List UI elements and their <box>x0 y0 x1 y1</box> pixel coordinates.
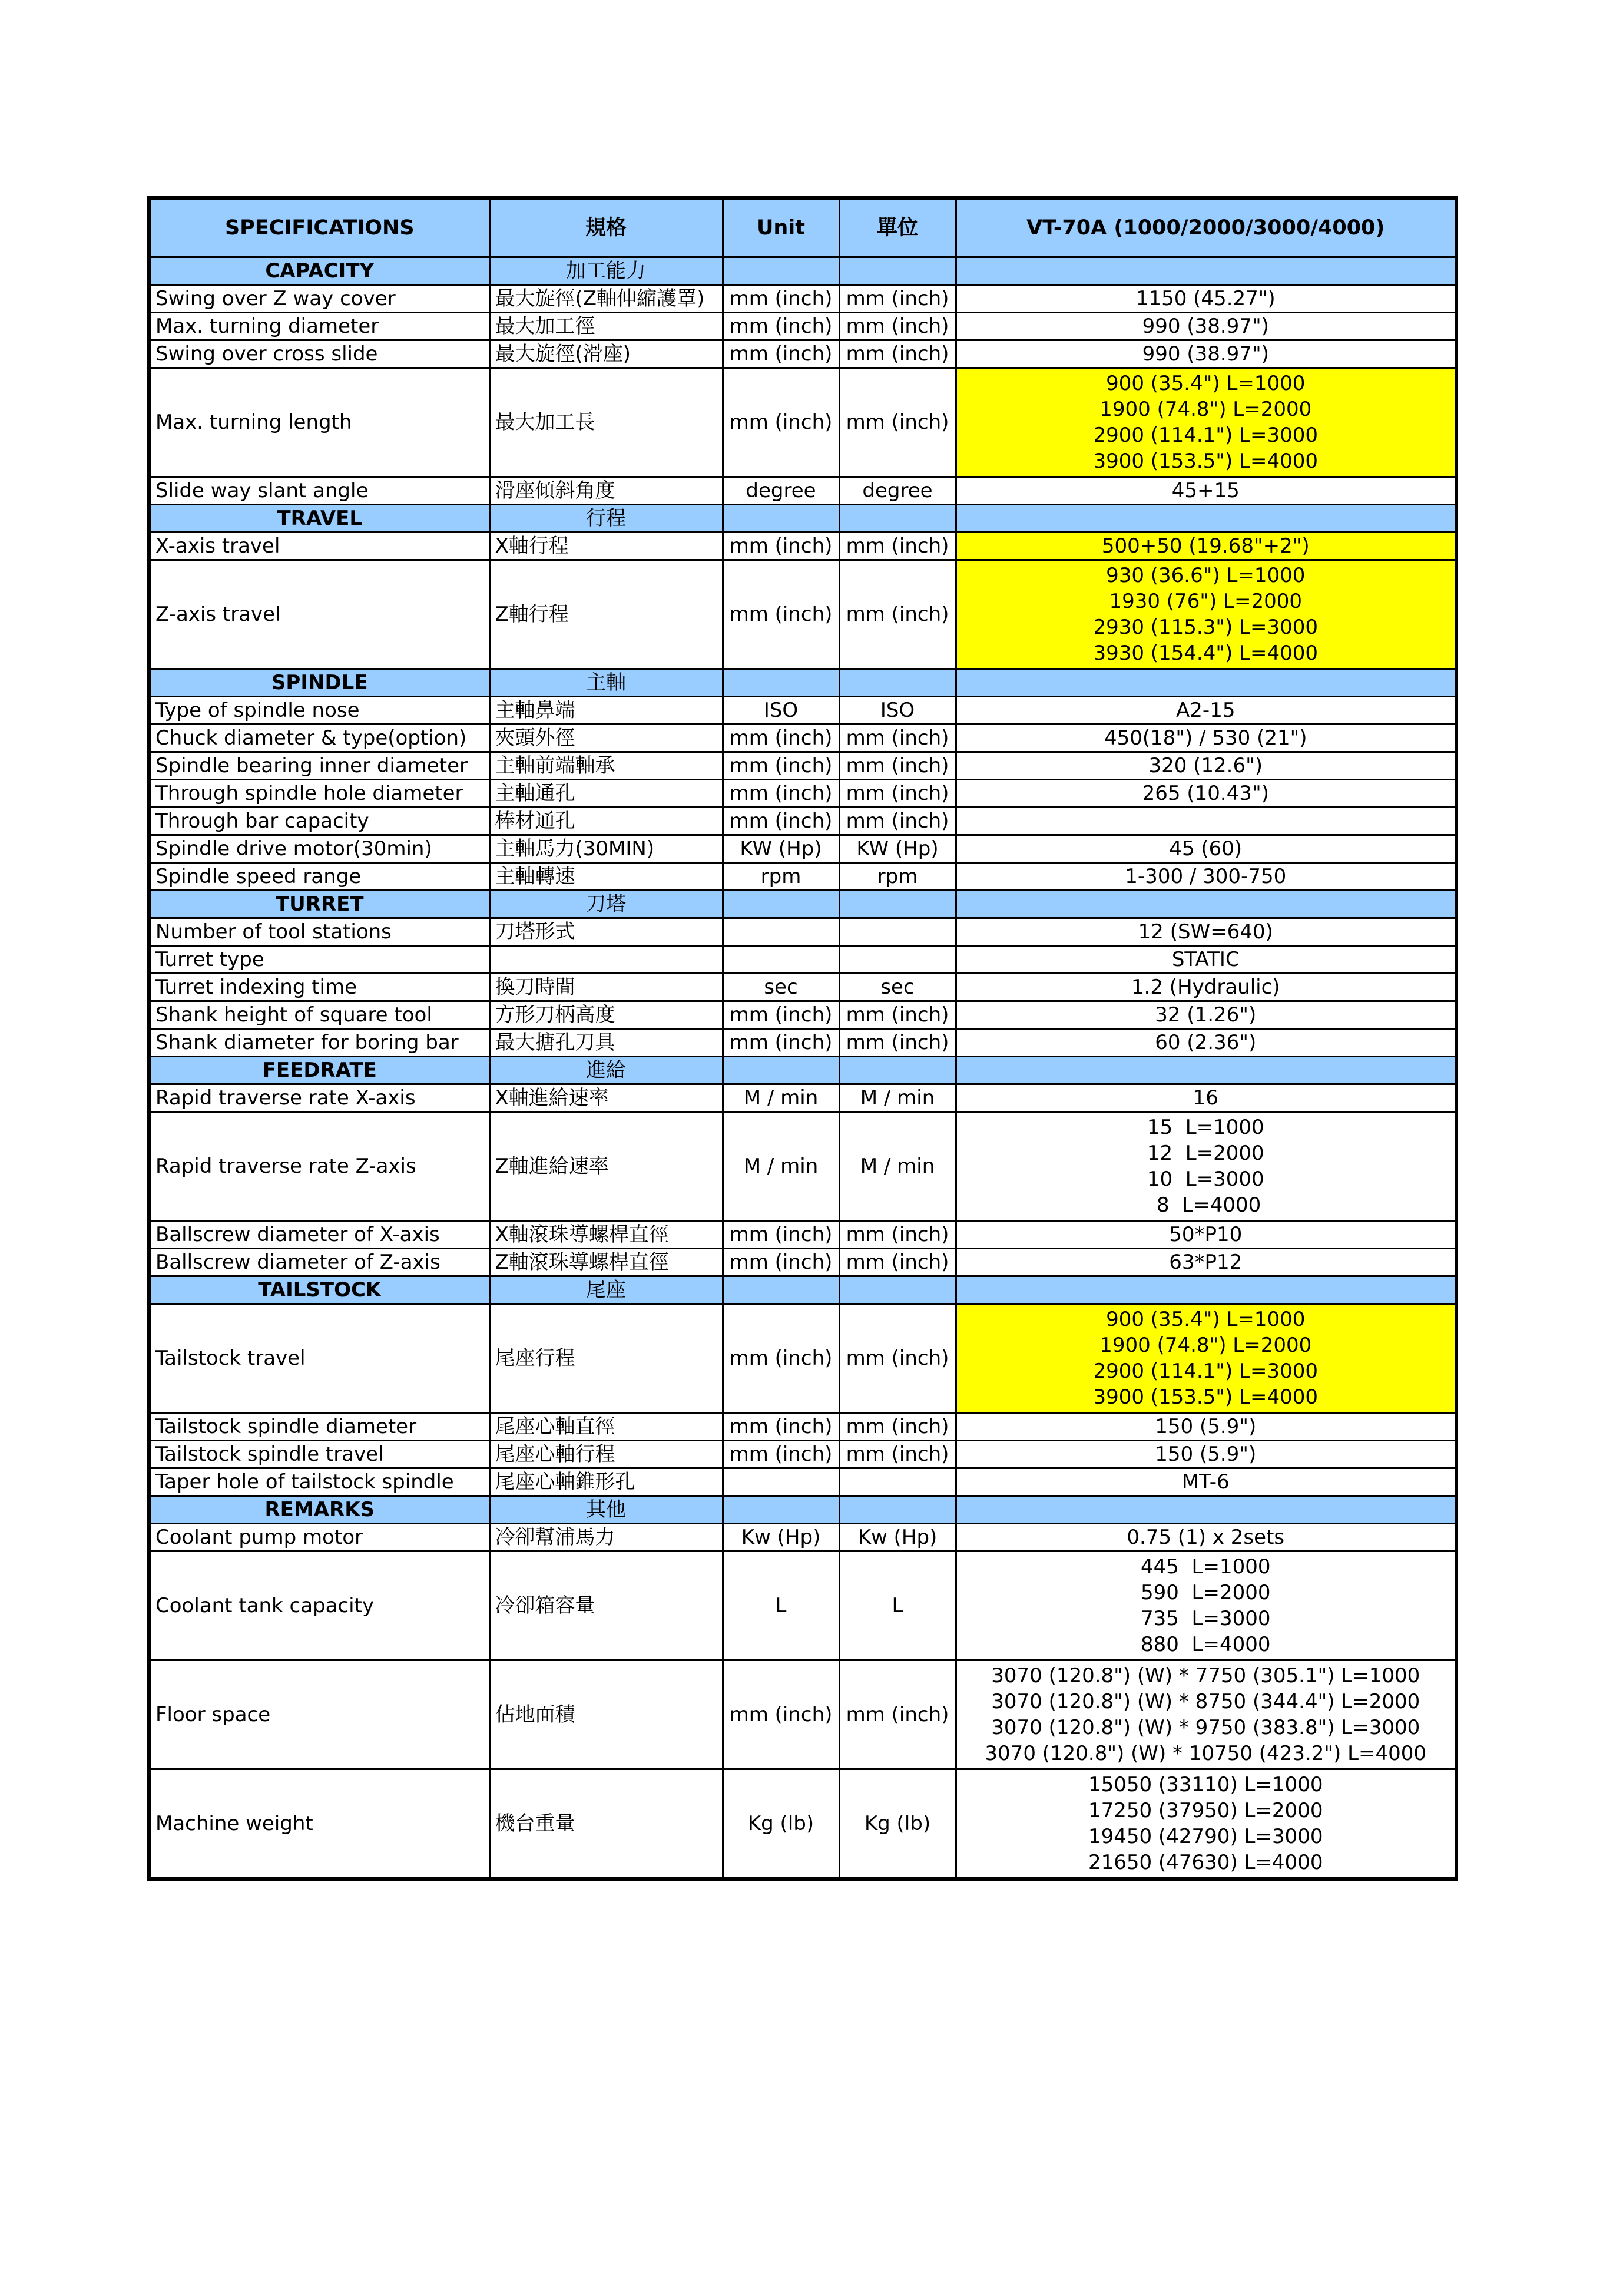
value-cell <box>956 1221 1456 1249</box>
value-cell <box>956 780 1456 808</box>
value-cell <box>956 1441 1456 1468</box>
unit-zh-cell: rpm <box>839 863 956 891</box>
value-cell <box>956 697 1456 724</box>
spec-label-zh <box>489 946 723 974</box>
section-value-cell <box>956 669 1456 697</box>
value-line: 50*P10 <box>1169 1223 1243 1246</box>
section-title: REMARKS <box>149 1496 489 1524</box>
spec-label: Slide way slant angle <box>149 477 489 505</box>
unit-zh-cell: mm (inch) <box>839 1001 956 1029</box>
value-cell-highlighted <box>956 368 1456 477</box>
value-line: 3070 (120.8") (W) * 8750 (344.4") L=2000 <box>991 1690 1420 1713</box>
section-unit-zh-cell <box>839 669 956 697</box>
value-line: 265 (10.43") <box>1142 782 1269 805</box>
unit-zh-cell: mm (inch) <box>839 560 956 669</box>
table-row <box>149 368 1456 477</box>
spec-table-body <box>149 198 1456 1879</box>
section-unit-zh-cell <box>839 505 956 532</box>
spec-label: Max. turning diameter <box>149 313 489 340</box>
value-line: 1900 (74.8") L=2000 <box>1099 1334 1312 1357</box>
table-row <box>149 560 1456 669</box>
table-row <box>149 1221 1456 1249</box>
spec-label-zh: X軸進給速率 <box>489 1084 723 1112</box>
section-title: TAILSTOCK <box>149 1276 489 1304</box>
value-line: STATIC <box>1171 948 1240 971</box>
section-value-cell <box>956 1276 1456 1304</box>
section-row <box>149 1057 1456 1084</box>
value-line: 500+50 (19.68"+2") <box>1101 534 1310 558</box>
value-cell-highlighted <box>956 1304 1456 1413</box>
section-value-cell <box>956 1057 1456 1084</box>
value-line: 3070 (120.8") (W) * 10750 (423.2") L=4000 <box>985 1742 1427 1765</box>
value-line: 32 (1.26") <box>1155 1003 1257 1027</box>
spec-label-zh: 尾座心軸直徑 <box>489 1413 723 1441</box>
spec-label: Ballscrew diameter of X-axis <box>149 1221 489 1249</box>
value-cell <box>956 835 1456 863</box>
unit-zh-cell: L <box>839 1551 956 1660</box>
unit-zh-cell: mm (inch) <box>839 1249 956 1276</box>
table-row <box>149 835 1456 863</box>
spec-label: Turret type <box>149 946 489 974</box>
unit-cell: mm (inch) <box>723 285 839 313</box>
value-cell <box>956 1551 1456 1660</box>
unit-zh-cell: KW (Hp) <box>839 835 956 863</box>
section-title-zh: 其他 <box>489 1496 723 1524</box>
unit-zh-cell: mm (inch) <box>839 752 956 780</box>
value-cell <box>956 1524 1456 1551</box>
spec-label: Through bar capacity <box>149 808 489 835</box>
table-row <box>149 946 1456 974</box>
table-row <box>149 313 1456 340</box>
spec-label: Through spindle hole diameter <box>149 780 489 808</box>
spec-label-zh: X軸滾珠導螺桿直徑 <box>489 1221 723 1249</box>
spec-label-zh: 夾頭外徑 <box>489 724 723 752</box>
section-title-zh: 尾座 <box>489 1276 723 1304</box>
value-line: 21650 (47630) L=4000 <box>1088 1851 1323 1874</box>
spec-label-zh: 最大旋徑(滑座) <box>489 340 723 368</box>
value-cell <box>956 946 1456 974</box>
section-unit-cell <box>723 1276 839 1304</box>
unit-cell: mm (inch) <box>723 368 839 477</box>
spec-label-zh: 方形刀柄高度 <box>489 1001 723 1029</box>
section-value-cell <box>956 505 1456 532</box>
value-cell-highlighted <box>956 560 1456 669</box>
section-unit-zh-cell <box>839 1276 956 1304</box>
section-row <box>149 257 1456 285</box>
unit-cell: mm (inch) <box>723 340 839 368</box>
spec-label: Z-axis travel <box>149 560 489 669</box>
table-row <box>149 1468 1456 1496</box>
value-line: 150 (5.9") <box>1155 1415 1257 1438</box>
spec-label-zh: 滑座傾斜角度 <box>489 477 723 505</box>
value-line: 3930 (154.4") L=4000 <box>1093 641 1319 665</box>
unit-zh-cell: mm (inch) <box>839 313 956 340</box>
spec-label: Rapid traverse rate X-axis <box>149 1084 489 1112</box>
spec-label-zh: Z軸滾珠導螺桿直徑 <box>489 1249 723 1276</box>
section-unit-zh-cell <box>839 891 956 918</box>
spec-label: Coolant pump motor <box>149 1524 489 1551</box>
value-cell <box>956 1112 1456 1221</box>
value-cell <box>956 974 1456 1001</box>
unit-zh-cell: mm (inch) <box>839 285 956 313</box>
unit-cell: mm (inch) <box>723 1304 839 1413</box>
value-line: 3900 (153.5") L=4000 <box>1093 449 1319 473</box>
spec-label-zh: 最大搪孔刀具 <box>489 1029 723 1057</box>
table-row <box>149 1660 1456 1769</box>
value-line: A2-15 <box>1176 699 1236 722</box>
section-title-zh: 主軸 <box>489 669 723 697</box>
spec-label: Spindle speed range <box>149 863 489 891</box>
spec-label: Rapid traverse rate Z-axis <box>149 1112 489 1221</box>
section-unit-zh-cell <box>839 1057 956 1084</box>
section-title: TRAVEL <box>149 505 489 532</box>
table-row <box>149 752 1456 780</box>
value-line: 45+15 <box>1171 479 1240 502</box>
value-cell <box>956 752 1456 780</box>
table-row <box>149 697 1456 724</box>
unit-zh-cell: mm (inch) <box>839 532 956 560</box>
value-line: 900 (35.4") L=1000 <box>1106 1308 1306 1331</box>
unit-cell: mm (inch) <box>723 1660 839 1769</box>
spec-label-zh: 最大加工長 <box>489 368 723 477</box>
value-line: 63*P12 <box>1169 1250 1243 1274</box>
value-line: 1900 (74.8") L=2000 <box>1099 398 1312 421</box>
value-line: 1-300 / 300-750 <box>1125 865 1287 888</box>
section-unit-cell <box>723 891 839 918</box>
unit-zh-cell: Kg (lb) <box>839 1769 956 1880</box>
unit-cell: rpm <box>723 863 839 891</box>
spec-label-zh: 主軸轉速 <box>489 863 723 891</box>
spec-label: Tailstock spindle diameter <box>149 1413 489 1441</box>
spec-label: Chuck diameter & type(option) <box>149 724 489 752</box>
unit-cell: mm (inch) <box>723 752 839 780</box>
table-row <box>149 1524 1456 1551</box>
spec-label-zh: 尾座心軸錐形孔 <box>489 1468 723 1496</box>
value-line: 1.2 (Hydraulic) <box>1131 975 1280 999</box>
unit-zh-cell: M / min <box>839 1084 956 1112</box>
value-line: MT-6 <box>1181 1470 1230 1494</box>
unit-cell: M / min <box>723 1084 839 1112</box>
table-row <box>149 808 1456 835</box>
spec-label-zh: 主軸通孔 <box>489 780 723 808</box>
unit-zh-cell: mm (inch) <box>839 780 956 808</box>
spec-label-zh: 佔地面積 <box>489 1660 723 1769</box>
unit-cell: mm (inch) <box>723 560 839 669</box>
unit-cell: mm (inch) <box>723 1249 839 1276</box>
table-row <box>149 1084 1456 1112</box>
table-row <box>149 1112 1456 1221</box>
spec-label-zh: 主軸前端軸承 <box>489 752 723 780</box>
unit-zh-cell: mm (inch) <box>839 1221 956 1249</box>
value-line: 0.75 (1) x 2sets <box>1127 1526 1285 1549</box>
value-line: 3070 (120.8") (W) * 7750 (305.1") L=1000 <box>991 1664 1420 1688</box>
unit-cell: mm (inch) <box>723 1441 839 1468</box>
unit-cell: M / min <box>723 1112 839 1221</box>
unit-cell <box>723 918 839 946</box>
value-line: 1150 (45.27") <box>1135 287 1276 310</box>
table-row <box>149 863 1456 891</box>
unit-zh-cell: mm (inch) <box>839 1441 956 1468</box>
unit-cell: Kg (lb) <box>723 1769 839 1880</box>
spec-label: Machine weight <box>149 1769 489 1880</box>
unit-cell: Kw (Hp) <box>723 1524 839 1551</box>
table-row <box>149 780 1456 808</box>
section-value-cell <box>956 257 1456 285</box>
value-line: 450(18") / 530 (21") <box>1104 726 1307 750</box>
spec-label: Type of spindle nose <box>149 697 489 724</box>
header-model: VT-70A (1000/2000/3000/4000) <box>956 198 1456 257</box>
spec-label-zh: Z軸行程 <box>489 560 723 669</box>
value-cell <box>956 863 1456 891</box>
section-title-zh: 刀塔 <box>489 891 723 918</box>
unit-zh-cell: mm (inch) <box>839 1304 956 1413</box>
section-unit-cell <box>723 1496 839 1524</box>
unit-cell <box>723 946 839 974</box>
section-title-zh: 進給 <box>489 1057 723 1084</box>
section-row <box>149 505 1456 532</box>
spec-label: Ballscrew diameter of Z-axis <box>149 1249 489 1276</box>
spec-label: Turret indexing time <box>149 974 489 1001</box>
unit-cell: mm (inch) <box>723 1413 839 1441</box>
spec-label: Spindle bearing inner diameter <box>149 752 489 780</box>
value-cell <box>956 340 1456 368</box>
table-row <box>149 974 1456 1001</box>
spec-label-zh: 刀塔形式 <box>489 918 723 946</box>
table-row <box>149 285 1456 313</box>
header-unit: Unit <box>723 198 839 257</box>
table-row <box>149 532 1456 560</box>
unit-zh-cell: degree <box>839 477 956 505</box>
unit-cell: KW (Hp) <box>723 835 839 863</box>
unit-zh-cell: ISO <box>839 697 956 724</box>
spec-label: Coolant tank capacity <box>149 1551 489 1660</box>
value-line: 150 (5.9") <box>1155 1443 1257 1466</box>
table-row <box>149 1001 1456 1029</box>
value-cell <box>956 1413 1456 1441</box>
value-cell <box>956 918 1456 946</box>
value-cell <box>956 1084 1456 1112</box>
table-row <box>149 1551 1456 1660</box>
table-row <box>149 1249 1456 1276</box>
value-cell <box>956 1769 1456 1880</box>
section-title: TURRET <box>149 891 489 918</box>
spec-label-zh: 機台重量 <box>489 1769 723 1880</box>
value-line: 2900 (114.1") L=3000 <box>1093 1359 1319 1383</box>
value-line: 735 L=3000 <box>1141 1607 1271 1630</box>
spec-label: Floor space <box>149 1660 489 1769</box>
unit-zh-cell: mm (inch) <box>839 368 956 477</box>
value-line: 17250 (37950) L=2000 <box>1088 1799 1323 1822</box>
unit-zh-cell: mm (inch) <box>839 340 956 368</box>
value-cell <box>956 1249 1456 1276</box>
section-title: CAPACITY <box>149 257 489 285</box>
value-line: 10 L=3000 <box>1147 1167 1264 1191</box>
value-line: 990 (38.97") <box>1142 342 1269 366</box>
spec-label: Tailstock travel <box>149 1304 489 1413</box>
spec-label-zh: 最大旋徑(Z軸伸縮護罩) <box>489 285 723 313</box>
unit-zh-cell <box>839 918 956 946</box>
section-unit-cell <box>723 505 839 532</box>
unit-cell: mm (inch) <box>723 313 839 340</box>
value-cell <box>956 477 1456 505</box>
section-row <box>149 669 1456 697</box>
value-cell <box>956 1029 1456 1057</box>
value-line: 16 <box>1193 1086 1218 1110</box>
value-line: 445 L=1000 <box>1141 1555 1271 1579</box>
value-line: 8 L=4000 <box>1150 1193 1261 1217</box>
value-cell <box>956 285 1456 313</box>
section-row <box>149 891 1456 918</box>
value-line: 930 (36.6") L=1000 <box>1106 564 1306 587</box>
spec-label-zh: 主軸鼻端 <box>489 697 723 724</box>
value-cell <box>956 1468 1456 1496</box>
unit-cell: mm (inch) <box>723 532 839 560</box>
table-row <box>149 1304 1456 1413</box>
table-row <box>149 1029 1456 1057</box>
unit-cell: mm (inch) <box>723 780 839 808</box>
value-line: 12 L=2000 <box>1147 1142 1264 1165</box>
value-line: 3900 (153.5") L=4000 <box>1093 1385 1319 1409</box>
table-row <box>149 340 1456 368</box>
unit-zh-cell: mm (inch) <box>839 724 956 752</box>
value-line: 3070 (120.8") (W) * 9750 (383.8") L=3000 <box>991 1716 1420 1739</box>
unit-cell: degree <box>723 477 839 505</box>
unit-cell: sec <box>723 974 839 1001</box>
unit-zh-cell: mm (inch) <box>839 808 956 835</box>
spec-label-zh: 主軸馬力(30MIN) <box>489 835 723 863</box>
spec-label-zh: X軸行程 <box>489 532 723 560</box>
spec-label: Taper hole of tailstock spindle <box>149 1468 489 1496</box>
unit-cell: mm (inch) <box>723 1029 839 1057</box>
section-value-cell <box>956 891 1456 918</box>
spec-label: Swing over Z way cover <box>149 285 489 313</box>
value-line: 60 (2.36") <box>1155 1031 1257 1054</box>
unit-cell: mm (inch) <box>723 724 839 752</box>
table-row <box>149 1441 1456 1468</box>
value-cell-highlighted <box>956 532 1456 560</box>
spec-label-zh: 尾座行程 <box>489 1304 723 1413</box>
spec-label-zh: 冷卻箱容量 <box>489 1551 723 1660</box>
value-line: 1930 (76") L=2000 <box>1109 590 1303 613</box>
spec-table <box>147 196 1458 1881</box>
table-row <box>149 724 1456 752</box>
unit-cell: mm (inch) <box>723 808 839 835</box>
value-cell <box>956 1001 1456 1029</box>
value-line: 2930 (115.3") L=3000 <box>1093 616 1319 639</box>
section-value-cell <box>956 1496 1456 1524</box>
value-line: 15 L=1000 <box>1147 1116 1264 1139</box>
value-line: 2900 (114.1") L=3000 <box>1093 424 1319 447</box>
spec-label-zh: 最大加工徑 <box>489 313 723 340</box>
spec-label: Shank diameter for boring bar <box>149 1029 489 1057</box>
unit-zh-cell: sec <box>839 974 956 1001</box>
spec-label: Swing over cross slide <box>149 340 489 368</box>
unit-zh-cell <box>839 946 956 974</box>
value-line: 900 (35.4") L=1000 <box>1106 372 1306 395</box>
section-unit-cell <box>723 1057 839 1084</box>
spec-label: Tailstock spindle travel <box>149 1441 489 1468</box>
value-line: 12 (SW=640) <box>1138 920 1273 944</box>
spec-label: Max. turning length <box>149 368 489 477</box>
unit-zh-cell: mm (inch) <box>839 1029 956 1057</box>
section-unit-zh-cell <box>839 1496 956 1524</box>
unit-cell: L <box>723 1551 839 1660</box>
header-row <box>149 198 1456 257</box>
spec-label-zh: 尾座心軸行程 <box>489 1441 723 1468</box>
unit-cell: mm (inch) <box>723 1221 839 1249</box>
spec-label: Number of tool stations <box>149 918 489 946</box>
section-unit-zh-cell <box>839 257 956 285</box>
unit-cell: ISO <box>723 697 839 724</box>
section-title-zh: 行程 <box>489 505 723 532</box>
unit-zh-cell: M / min <box>839 1112 956 1221</box>
value-line: 320 (12.6") <box>1148 754 1263 778</box>
unit-zh-cell: mm (inch) <box>839 1660 956 1769</box>
spec-label-zh: 冷卻幫浦馬力 <box>489 1524 723 1551</box>
value-line: 990 (38.97") <box>1142 315 1269 338</box>
spec-label-zh: 換刀時間 <box>489 974 723 1001</box>
unit-zh-cell <box>839 1468 956 1496</box>
table-row <box>149 918 1456 946</box>
unit-zh-cell: Kw (Hp) <box>839 1524 956 1551</box>
spec-label: Shank height of square tool <box>149 1001 489 1029</box>
unit-cell: mm (inch) <box>723 1001 839 1029</box>
spec-label-zh: 棒材通孔 <box>489 808 723 835</box>
section-row <box>149 1496 1456 1524</box>
section-title: SPINDLE <box>149 669 489 697</box>
section-unit-cell <box>723 257 839 285</box>
value-cell <box>956 313 1456 340</box>
spec-label-zh: Z軸進給速率 <box>489 1112 723 1221</box>
unit-cell <box>723 1468 839 1496</box>
value-line: 45 (60) <box>1169 837 1243 861</box>
value-cell <box>956 724 1456 752</box>
value-line: 15050 (33110) L=1000 <box>1088 1773 1323 1797</box>
value-line: 880 L=4000 <box>1141 1633 1271 1656</box>
value-cell <box>956 808 1456 835</box>
value-line: 19450 (42790) L=3000 <box>1088 1825 1323 1848</box>
table-row <box>149 1413 1456 1441</box>
value-line: 590 L=2000 <box>1141 1581 1271 1604</box>
header-unit-zh: 單位 <box>839 198 956 257</box>
spec-label: X-axis travel <box>149 532 489 560</box>
spec-label: Spindle drive motor(30min) <box>149 835 489 863</box>
value-cell <box>956 1660 1456 1769</box>
header-specifications-zh: 規格 <box>489 198 723 257</box>
section-unit-cell <box>723 669 839 697</box>
header-specifications: SPECIFICATIONS <box>149 198 489 257</box>
section-row <box>149 1276 1456 1304</box>
section-title-zh: 加工能力 <box>489 257 723 285</box>
section-title: FEEDRATE <box>149 1057 489 1084</box>
table-row <box>149 477 1456 505</box>
table-row <box>149 1769 1456 1880</box>
unit-zh-cell: mm (inch) <box>839 1413 956 1441</box>
